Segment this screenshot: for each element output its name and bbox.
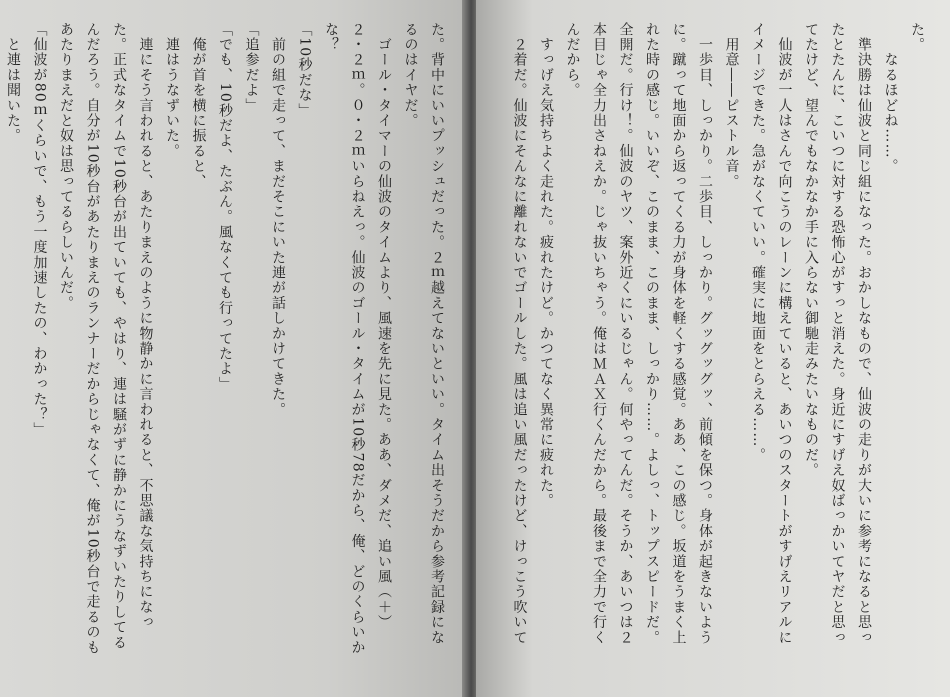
text-line: たとたんに、こいつに対する恐怖心がすっと消えた。身近にすげえ奴ばっかいてヤだと思っ xyxy=(829,22,846,646)
text-line: 「追参だよ」 xyxy=(243,22,260,114)
text-line: てたけど、望んでもなかなか手に入らない御馳走みたいなものだ。 xyxy=(803,22,819,478)
text-line: んだろう。自分が10秒台があたりまえのランナーだからじゃなくて、俺が10秒台で走るのも xyxy=(84,22,101,656)
text-line: 俺が首を横に振ると、 xyxy=(190,22,207,190)
text-line: イメージできた。急がなくていい。確実に地面をとらえる……。 xyxy=(750,22,766,463)
text-line: と連は聞いた。 xyxy=(5,22,21,144)
text-line: 「でも、10秒だよ、たぶん。風なくても行ってたよ」 xyxy=(217,22,233,392)
text-line: ２着だ。仙波にそんなに離れないでゴールした。風は追い風だったけど、けっこう吹いて xyxy=(511,22,528,646)
text-line: た。背中にいいプッシュだった。２ｍ越えてないといい。タイム出そうだから参考記録にな xyxy=(429,22,445,646)
text-line: れた時の感じ。いいぞ、このまま、このまま、しっかり……。よしっ、トップスピードだ。 xyxy=(644,22,660,646)
text-line: 本目じゃ全力出さねえか。じゃ抜いちゃう。俺はＭＡＸ行くんだから。最後まで全力で行く xyxy=(591,22,607,646)
text-line: た。正式なタイムで10秒台が出ていても、やはり、連は騒がずに静かにうなずいたりしてる xyxy=(111,22,127,651)
left-page-text xyxy=(0,22,450,672)
text-line: 一歩目、しっかり。二歩目、しっかり。グッグッグッ、前傾を保つ。身体が起きないよう xyxy=(697,22,713,646)
right-page-text xyxy=(506,22,930,672)
text-line: ２・２ｍ。０・２ｍいらねえっ。仙波のゴール・タイムが10秒78だから、俺、どのくらいか xyxy=(349,22,366,656)
text-line: るのはイヤだ。 xyxy=(402,22,419,129)
text-line: 連はうなずいた。 xyxy=(164,22,180,159)
text-line: な？ xyxy=(323,22,339,53)
text-line: あたりまえだと奴は思ってるらしいんだ。 xyxy=(58,22,74,311)
text-line: 用意――ピストル音。 xyxy=(723,22,740,190)
text-line: 「仙波が80ｍくらいで、もう一度加速したの、わかった？」 xyxy=(31,22,48,438)
text-line: 準決勝は仙波と同じ組になった。おかしなもので、仙波の走りが大いに参考になると思っ xyxy=(856,22,872,646)
text-line: すっげえ気持ちよく走れた。疲れたけど。かつてなく異常に疲れた。 xyxy=(538,22,554,509)
text-line: 仙波が一人はさんで向こうのレーンに構えていると、あいつのスタートがすげえリアルに xyxy=(776,22,793,646)
text-line: に。蹴って地面から返ってくる力が身体を軽くする感覚。ああ、この感じ。坂道をうまく上 xyxy=(670,22,687,646)
text-line: 前の組で走って、まだそこにいた連が話しかけてきた。 xyxy=(270,22,286,418)
text-line: んだから。 xyxy=(564,22,581,98)
text-line: ゴール・タイマーの仙波のタイムより、風速を先に見た。ああ、ダメだ、追い風（＋） xyxy=(376,22,392,630)
text-line: た。 xyxy=(909,22,925,53)
text-line: なるほどね……。 xyxy=(882,22,899,174)
left-page xyxy=(0,0,468,697)
right-page xyxy=(476,0,950,697)
text-line: 連にそう言われると、あたりまえのように物静かに言われると、不思議な気持ちになっ xyxy=(137,22,154,630)
text-line: 「10秒だな」 xyxy=(296,22,313,119)
text-line: 全開だ。行け！。仙波のヤツ、案外近くにいるじゃん。何やってんだ。そうか、あいつは２ xyxy=(617,22,634,646)
